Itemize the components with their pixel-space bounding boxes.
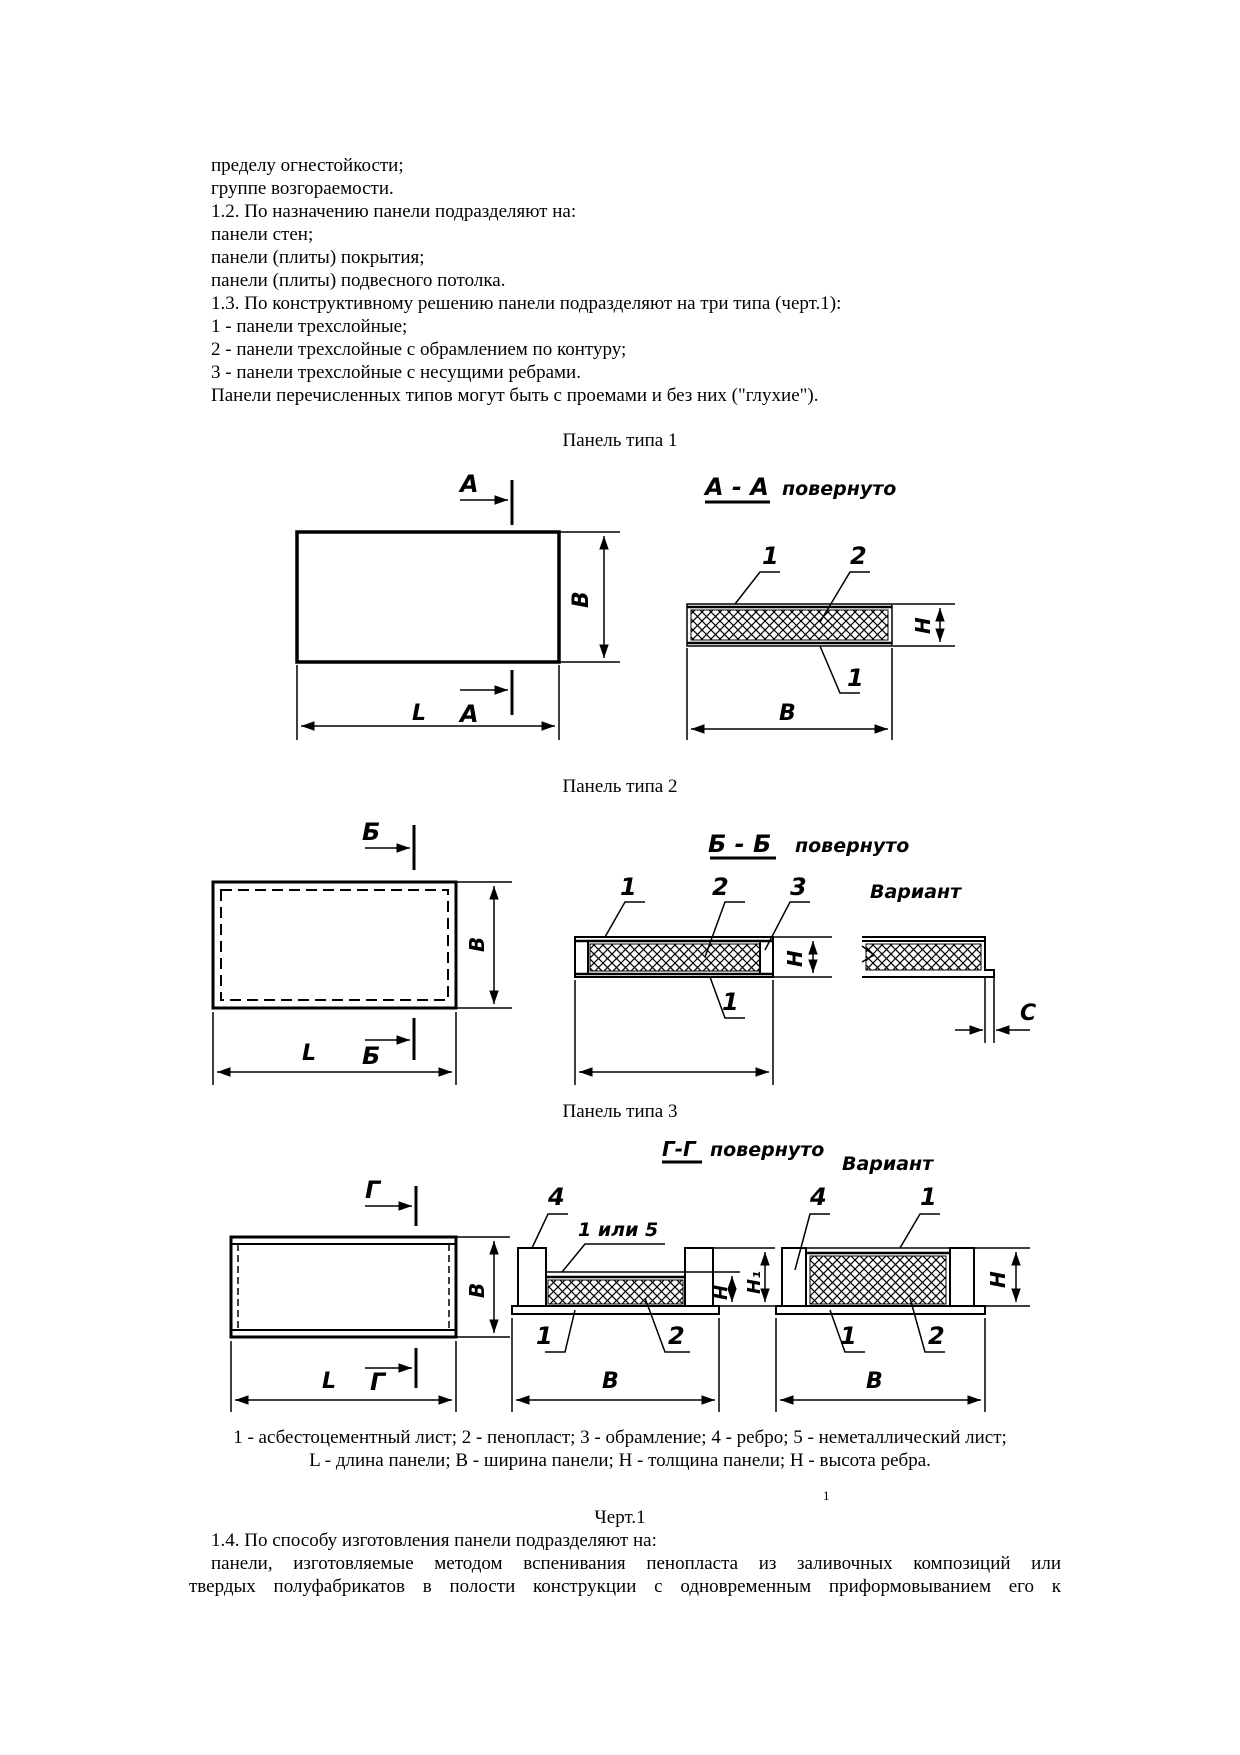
text-line: 1.4. По способу изготовления панели подразделяют на: [211, 1530, 657, 1551]
dim-B-label: B [602, 1369, 619, 1394]
variant-label: Вариант [842, 1153, 934, 1175]
callout-label: 1 [920, 1183, 937, 1211]
section-mark-label: А [460, 470, 479, 498]
section-title: Б - Б [708, 830, 772, 858]
text-line: пределу огнестойкости; [211, 155, 404, 176]
panel2-plan [213, 882, 456, 1008]
callout-label: 2 [668, 1322, 685, 1350]
dim-C-label: C [1020, 1001, 1037, 1026]
panel3-plan [231, 1237, 456, 1337]
callout-label: 4 [810, 1183, 827, 1211]
callout-label: 3 [790, 873, 807, 901]
paragraph-line: твердых полуфабрикатов в полости конструкции с одновременным приформовыванием его к [189, 1576, 1061, 1597]
rotated-label: повернуто [782, 478, 897, 500]
variant-label: Вариант [870, 881, 962, 903]
legend-line: 1 - асбестоцементный лист; 2 - пенопласт; 3 - обрамление; 4 - ребро; 5 - неметаллический лист; [233, 1427, 1007, 1448]
callout-label: 1 [536, 1322, 553, 1350]
rotated-label: повернуто [710, 1139, 825, 1161]
text-line: панели стен; [211, 224, 314, 245]
callout-label: 4 [548, 1183, 565, 1211]
dim-L-label: L [412, 701, 427, 726]
callout-label: 1 [762, 542, 779, 570]
text-line: Панели перечисленных типов могут быть с проемами и без них ("глухие"). [211, 385, 819, 406]
paragraph [189, 1552, 1061, 1598]
rotated-label: повернуто [795, 835, 910, 857]
dim-B-label: B [465, 1282, 489, 1298]
dim-B-label: B [866, 1369, 883, 1394]
dim-H-label: H [711, 1284, 732, 1300]
section-mark-label: Г [365, 1176, 381, 1204]
section-mark-label: Б [362, 818, 381, 846]
dim-B-label: B [465, 936, 489, 952]
panel2-title: Панель типа 2 [562, 776, 678, 797]
callout-label: 1 [722, 988, 739, 1016]
section-title: Г-Г [662, 1137, 696, 1161]
section-title: А - А [705, 473, 769, 501]
dim-L-label: L [322, 1369, 337, 1394]
legend-line: L - длина панели; B - ширина панели; H - толщина панели; H - высота ребра. [309, 1450, 931, 1471]
callout-label: 1 [620, 873, 637, 901]
dim-B-label: B [779, 701, 796, 726]
panel1-title: Панель типа 1 [562, 430, 678, 451]
section-mark-label: Г [370, 1368, 386, 1396]
paragraph-line: панели, изготовляемые методом вспенивания пенопласта из заливочных композиций или [211, 1553, 1061, 1574]
callout-label: 2 [712, 873, 729, 901]
text-line: панели (плиты) покрытия; [211, 247, 425, 268]
text-line: группе возгораемости. [211, 178, 394, 199]
figure-caption: Черт.1 [594, 1507, 646, 1528]
text-line: 1.2. По назначению панели подразделяют на: [211, 201, 577, 222]
callout-label: 2 [928, 1322, 945, 1350]
callout-label: 1 [847, 664, 864, 692]
callout-label: 1 или 5 [578, 1219, 659, 1241]
legend-subscript: 1 [823, 1488, 830, 1503]
dim-H-label: H [986, 1271, 1010, 1288]
text-line: 2 - панели трехслойные с обрамлением по контуру; [211, 339, 627, 360]
panel1-plan [297, 532, 559, 662]
section-mark-label: Б [362, 1042, 381, 1070]
dim-H1-label: H₁ [744, 1271, 765, 1294]
dim-H-label: H [911, 617, 935, 634]
callout-label: 1 [840, 1322, 857, 1350]
text-line: 1 - панели трехслойные; [211, 316, 408, 337]
panel3-title: Панель типа 3 [562, 1101, 678, 1122]
dim-B-label: B [569, 591, 594, 608]
dim-L-label: L [302, 1041, 317, 1066]
text-line: 3 - панели трехслойные с несущими ребрами. [211, 362, 581, 383]
dim-H-label: H [783, 950, 807, 967]
section-mark-label: А [460, 700, 479, 728]
callout-label: 2 [850, 542, 867, 570]
text-line: панели (плиты) подвесного потолка. [211, 270, 506, 291]
text-line: 1.3. По конструктивному решению панели подразделяют на три типа (черт.1): [211, 293, 842, 314]
